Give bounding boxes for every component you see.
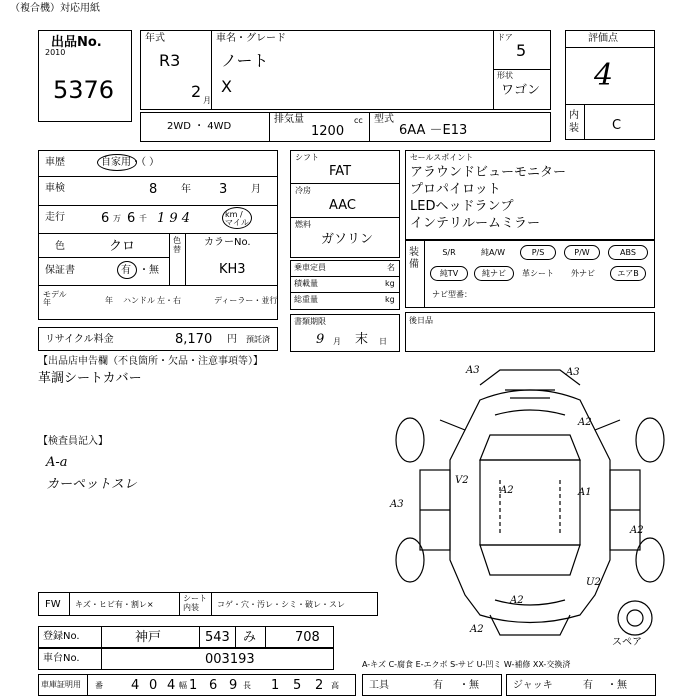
recycle-unit: 円: [227, 334, 237, 345]
cert-unit: 番: [95, 681, 103, 690]
mileage-man: 6: [101, 211, 110, 226]
mileage-sen-unit: 千: [139, 214, 147, 223]
history-text: 自家用・（ ）: [101, 157, 160, 168]
capacity-unit-1: kg: [385, 279, 395, 288]
inspection-month: 3: [219, 182, 228, 197]
recycle-box: [38, 327, 278, 351]
inspection-year: 8: [149, 182, 158, 197]
car-damage-diagram: [380, 360, 680, 660]
year-month: 2: [191, 82, 202, 101]
recycle-label: リサイクル料金: [45, 334, 114, 345]
equip-aw: 純A/W: [480, 248, 506, 257]
displacement-value: 1200: [311, 124, 345, 139]
reg-number: 708: [295, 630, 320, 645]
damage-mark: A2: [578, 417, 592, 428]
damage-mark: A3: [566, 367, 580, 378]
color-label: 色: [55, 241, 65, 252]
displacement-unit: cc: [354, 116, 363, 125]
history-box: [38, 150, 278, 320]
damage-mark: A2: [500, 485, 514, 496]
doc-deadline-value: 9: [316, 332, 325, 347]
spare-label: スペア: [612, 637, 642, 648]
damage-mark: A2: [630, 525, 644, 536]
warranty-yes: 有: [121, 265, 131, 276]
jack-row: [506, 674, 656, 696]
shape-value: ワゴン: [501, 83, 541, 98]
interior-value: C: [612, 118, 622, 133]
type-label: 型式: [374, 114, 394, 125]
report-label: 【出品店申告欄（不良箇所・欠品・注意事項等）】: [38, 356, 263, 367]
model-year-label: モデル年: [43, 290, 67, 307]
capacity-unit-2: kg: [385, 295, 395, 304]
reg-place: 神戸: [135, 630, 162, 645]
reg-kana: み: [243, 630, 257, 645]
equipment-box: [405, 240, 655, 308]
damage-mark: V2: [455, 475, 469, 486]
inspector-line1: A-a: [46, 455, 68, 470]
report-text: 革調シートカバー: [38, 371, 142, 386]
mileage-man-unit: 万: [113, 214, 121, 223]
shift-label: シフト: [295, 153, 319, 162]
capacity-label-0: 乗車定員: [294, 263, 326, 272]
recycle-value: 8,170: [175, 332, 213, 347]
shape-label: 形状: [497, 71, 513, 80]
equipment-label: 装備: [409, 247, 419, 270]
cert-row: [38, 674, 356, 696]
year-label: 年式: [145, 33, 165, 44]
shift-value: FAT: [329, 164, 352, 179]
sales-point-item: アラウンドビューモニター: [410, 165, 567, 180]
inspector-label: 【検査員記入】: [38, 436, 108, 447]
year-month-unit: 月: [203, 96, 211, 105]
cert-digit: 0: [149, 678, 158, 693]
inspection-month-unit: 月: [251, 184, 261, 195]
legend-text: A-キズ C-腐食 E-エクボ S-サビ U-凹ミ W-補修 XX-交換済: [362, 660, 571, 669]
cert-digit: 1: [189, 678, 198, 693]
cert-digit: 2: [315, 678, 324, 693]
tools-yes: 有: [433, 680, 443, 691]
fw-row: [38, 592, 378, 616]
sales-point-item: インテリルームミラー: [410, 216, 541, 231]
equip-ps: P/S: [520, 245, 556, 260]
equip-extnavi: 外ナビ: [571, 269, 595, 278]
lot-year-code: 2010: [45, 48, 66, 57]
chassis-row: [38, 648, 334, 670]
lot-number: 5376: [53, 76, 115, 104]
cert-digit: 6: [209, 678, 218, 693]
handle-label: ハンドル: [123, 296, 155, 305]
damage-mark: A1: [578, 487, 592, 498]
chassis-value: 003193: [205, 652, 255, 667]
cert-digit: 4: [131, 678, 140, 693]
score-box: [565, 30, 655, 140]
chassis-label: 車台No.: [43, 653, 80, 664]
mileage-rest: 1 9 4: [157, 211, 191, 226]
cert-digit: 1: [271, 678, 280, 693]
top-note: （複合機）対応用紙: [10, 3, 100, 14]
seat-text: コゲ・穴・汚レ・シミ・破レ・スレ: [217, 600, 345, 609]
sales-point-item: LEDヘッドランプ: [410, 199, 514, 214]
cert-unit: 幅: [179, 681, 187, 690]
model-grade: X: [221, 77, 232, 96]
sales-point-item: プロパイロット: [410, 182, 501, 197]
capacity-box: [290, 260, 400, 310]
displacement-label: 排気量: [274, 114, 304, 125]
later-box: [405, 312, 655, 352]
doc-deadline-suffix: 末: [355, 332, 369, 347]
cert-unit: 長: [243, 681, 251, 690]
history-label: 車歴: [45, 157, 65, 168]
seat-label: シート内装: [183, 594, 207, 612]
navi-model-label: ナビ型番：: [432, 290, 472, 299]
score-value: 4: [594, 58, 614, 93]
doc-deadline-unit: 月: [333, 337, 341, 346]
vehicle-box: [140, 30, 551, 110]
tools-no: ・無: [459, 680, 479, 691]
warranty-no: ・無: [139, 265, 159, 276]
tools-label: 工具: [369, 680, 389, 691]
drive-text: 2WD ・ 4WD: [167, 121, 232, 132]
jack-yes: 有: [583, 680, 593, 691]
handle-value: 左・右: [157, 296, 181, 305]
model-year-year: 年: [105, 296, 113, 305]
color-value: クロ: [109, 239, 136, 254]
equip-tv: 純TV: [430, 266, 468, 281]
cert-digit: 4: [167, 678, 176, 693]
damage-mark: A2: [470, 624, 484, 635]
damage-mark: A3: [466, 365, 480, 376]
inspector-line2: カーペットスレ: [46, 477, 137, 492]
doc-deadline-tail: 日: [379, 337, 387, 346]
year-era: R3: [159, 51, 181, 70]
color-no-label: カラーNo.: [204, 237, 251, 248]
type-value: 6AA －E13: [399, 123, 468, 138]
sales-points-label: セールスポイント: [410, 153, 474, 162]
ac-label: 冷房: [295, 186, 311, 195]
equip-leather: 革シート: [522, 269, 554, 278]
door-value: 5: [516, 41, 527, 60]
color-change-label: 色替: [173, 236, 181, 254]
color-no: KH3: [219, 262, 246, 277]
inspection-label: 車検: [45, 183, 65, 194]
recycle-note: 預託済: [246, 335, 270, 344]
equip-navi: 純ナビ: [474, 266, 514, 281]
equip-abs: ABS: [608, 245, 648, 260]
capacity-label-2: 総重量: [294, 295, 318, 304]
score-label: 評価点: [588, 33, 618, 44]
reg-row: [38, 626, 334, 648]
capacity-unit-0: 名: [387, 263, 395, 272]
fuel-label: 燃料: [295, 220, 311, 229]
inspection-year-unit: 年: [181, 184, 191, 195]
tools-row: [362, 674, 502, 696]
damage-mark: A3: [390, 499, 404, 510]
dealer-label: ディーラー・並行: [214, 296, 278, 305]
equip-airbag: エアB: [610, 266, 646, 281]
doc-deadline-box: [290, 314, 400, 352]
doc-deadline-label: 書類期限: [294, 317, 326, 326]
reg-label: 登録No.: [43, 631, 80, 642]
reg-class: 543: [205, 630, 230, 645]
jack-no: ・無: [607, 680, 627, 691]
sales-points-box: [405, 150, 655, 240]
door-label: ドア: [497, 33, 513, 42]
capacity-label-1: 積載量: [294, 279, 318, 288]
model-name: ノート: [221, 51, 269, 70]
equip-sr: S/R: [442, 248, 456, 257]
model-label: 車名・グレード: [216, 33, 286, 44]
jack-label: ジャッキ: [513, 680, 553, 691]
fw-label: FW: [45, 599, 61, 610]
damage-mark: A2: [510, 595, 524, 606]
mileage-unit: km / マイル: [225, 210, 249, 227]
lot-box: [38, 30, 132, 122]
equip-pw: P/W: [564, 245, 600, 260]
mileage-label: 走行: [45, 212, 65, 223]
later-label: 後日品: [409, 316, 433, 325]
warranty-label: 保証書: [45, 265, 75, 276]
shift-box: [290, 150, 400, 258]
ac-value: AAC: [329, 198, 356, 213]
mileage-sen: 6: [127, 211, 136, 226]
fw-text: キズ・ヒビ有・割レ×: [75, 600, 154, 609]
cert-digit: 5: [293, 678, 302, 693]
cert-digit: 9: [229, 678, 238, 693]
interior-label: 内装: [569, 110, 579, 134]
cert-label: 車庫証明用: [41, 680, 81, 689]
lot-label: 出品No.: [51, 35, 102, 50]
fuel-value: ガソリン: [321, 232, 374, 247]
spec-row: [140, 112, 551, 142]
cert-unit: 高: [331, 681, 339, 690]
damage-mark: U2: [586, 577, 601, 588]
